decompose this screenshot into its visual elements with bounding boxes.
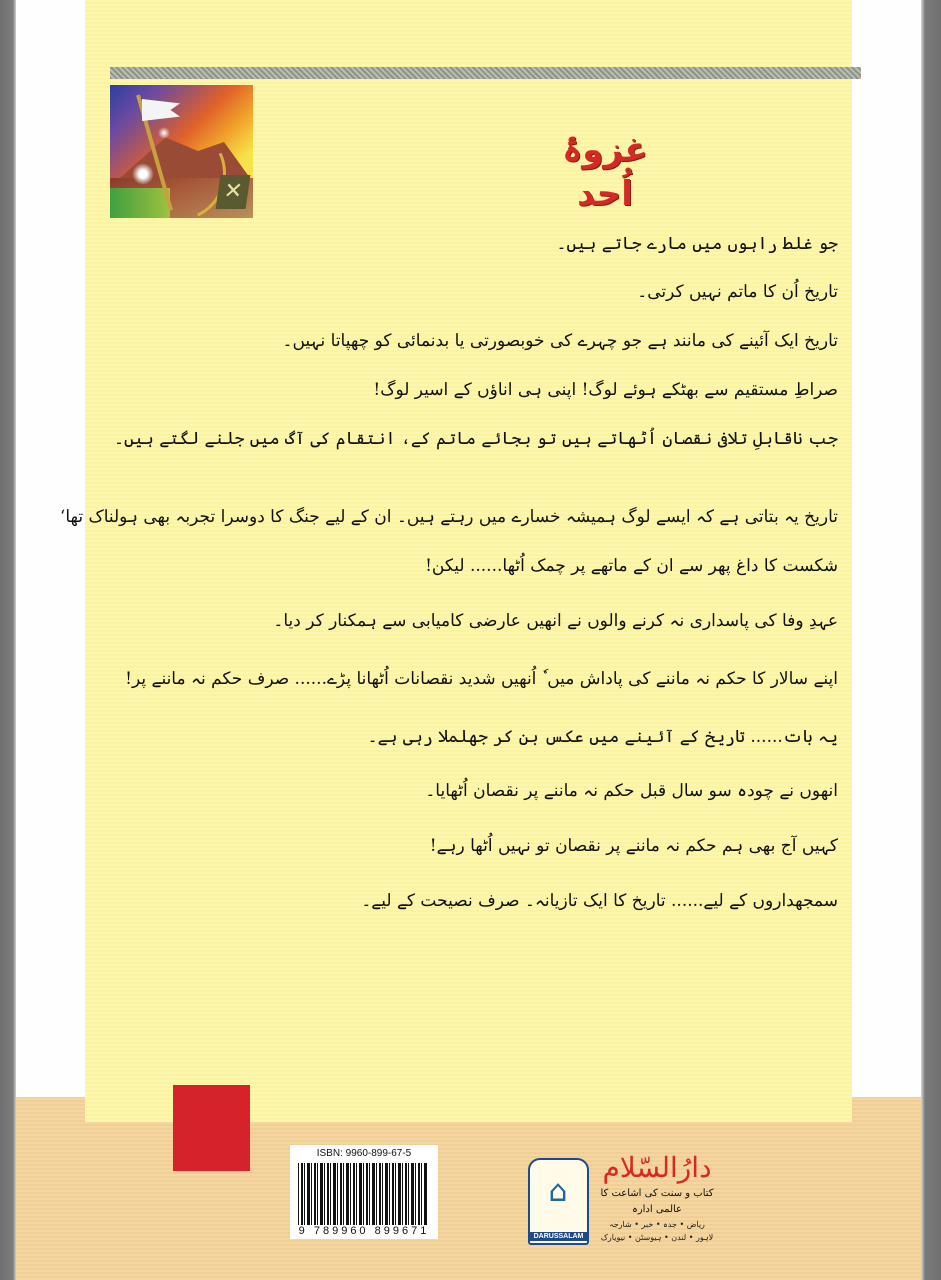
urdu-text-block [59, 0, 838, 1000]
book-tower-icon: ⌂ [548, 1174, 568, 1209]
publisher-name: دارُالسّلام [602, 1151, 712, 1184]
crossbones-icon: ✕ [222, 179, 245, 204]
barcode-bars [298, 1163, 428, 1227]
red-accent-square [173, 1085, 250, 1171]
scan-left-edge [0, 0, 16, 1280]
text-line: اپنے سالار کا حکم نہ ماننے کی پاداش میں ٗ اُنھیں شدید نقصانات اُٹھانا پڑے...... صرف حکم نہ ماننے پر! [125, 669, 838, 689]
isbn-label: ISBN: 9960-899-67-5 [316, 1148, 412, 1159]
text-line: تاریخ اُن کا ماتم نہیں کرتی۔ [637, 282, 838, 302]
text-line: جو غلط راہوں میں مارے جاتے ہیں۔ [556, 234, 838, 254]
publisher-cities-1: ریاض • جدہ • خبر • شارجہ [609, 1220, 705, 1229]
book-title: غزوۂ اُحد [562, 130, 648, 214]
publisher-block [592, 1150, 722, 1244]
text-line: شکست کا داغ پھر سے ان کے ماتھے پر چمک اُٹھا...... لیکن! [425, 556, 838, 576]
sparkle-icon [132, 163, 154, 185]
publisher-tagline: کتاب و سنت کی اشاعت کا عالمی ادارہ [600, 1188, 714, 1215]
logo-name: DARUSSALAM [530, 1232, 587, 1241]
text-line: تاریخ یہ بتاتی ہے کہ ایسے لوگ ہمیشہ خسارے میں رہتے ہیں۔ ان کے لیے جنگ کا دوسرا تجربہ بھی ہولناک تھا‘ [59, 507, 838, 527]
sparkle-small-icon [158, 127, 170, 139]
publisher-cities-2: لاہور • لندن • ہیوسٹن • نیویارک [600, 1233, 714, 1242]
text-line: صراطِ مستقیم سے بھٹکے ہوئے لوگ! اپنی ہی اناؤں کے اسیر لوگ! [373, 380, 838, 400]
text-line: یہ بات...... تاریخ کے آئینے میں عکس بن کر جھلملا رہی ہے۔ [367, 727, 838, 747]
text-line: تاریخ ایک آئینے کی مانند ہے جو چہرے کی خوبصورتی یا بدنمائی کو چھپاتا نہیں۔ [282, 331, 838, 351]
isbn-barcode [290, 1145, 438, 1239]
white-flag-icon [142, 99, 180, 121]
text-line: عہدِ وفا کی پاسداری نہ کرنے والوں نے انھیں عارضی کامیابی سے ہمکنار کر دیا۔ [273, 611, 838, 631]
text-line: جب ناقابلِ تلافی نقصان اُٹھاتے ہیں تو بجائے ماتم کے، انتقام کی آگ میں جلنے لگتے ہیں۔ [114, 429, 838, 449]
barcode-digits: 9 789960 899671 [290, 1225, 438, 1237]
text-line: انھوں نے چودہ سو سال قبل حکم نہ ماننے پر نقصان اُٹھایا۔ [425, 781, 838, 801]
bottom-peach-band [16, 1097, 921, 1280]
darussalam-logo [528, 1158, 589, 1245]
text-line: کہیں آج بھی ہم حکم نہ ماننے پر نقصان تو نہیں اُٹھا رہے! [429, 836, 838, 856]
scan-right-edge [921, 0, 941, 1280]
text-line: سمجھداروں کے لیے...... تاریخ کا ایک تازیانہ۔ صرف نصیحت کے لیے۔ [361, 891, 838, 911]
